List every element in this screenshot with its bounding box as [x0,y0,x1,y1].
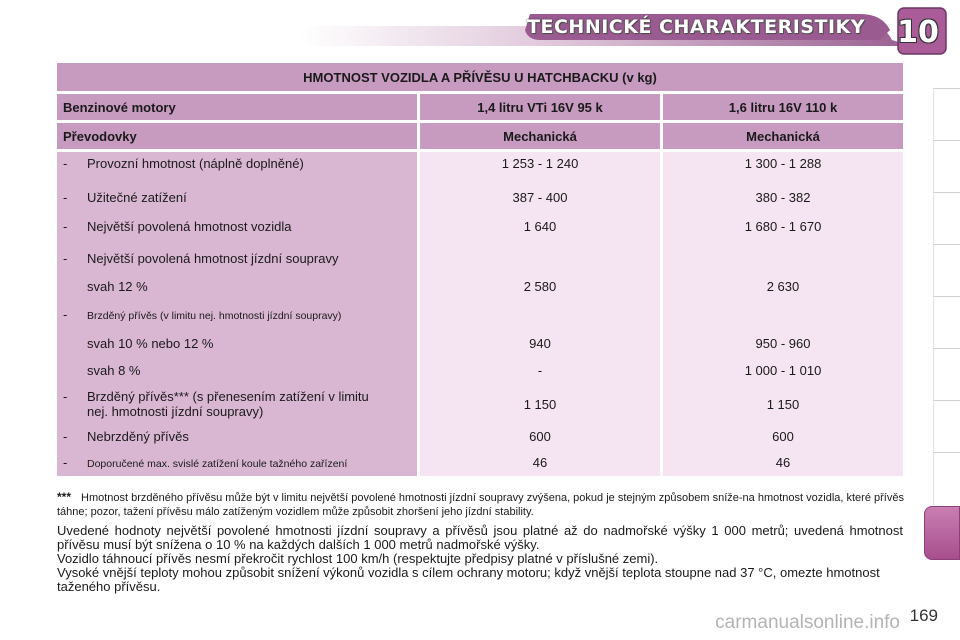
footnote-marker: *** [57,490,72,504]
table-row [57,356,903,384]
row-value-2: 600 [660,424,903,448]
side-tab-strip [930,60,960,580]
row-label: svah 10 % nebo 12 % [87,335,214,351]
row-value-2: 950 - 960 [660,330,903,356]
row-value-1 [417,298,660,330]
row-label: Brzděný přívěs*** (s přenesením zatížení v limitu nej. hmotnosti jízdní soupravy) [87,389,369,419]
side-tab-1[interactable] [933,88,960,141]
gearbox-1-header: Mechanická [417,123,660,152]
row-dash: - [63,428,68,444]
row-value-1: 1 150 [417,384,660,424]
row-dash: - [63,389,68,404]
engine-1-header: 1,4 litru VTi 16V 95 k [417,94,660,123]
row-value-2: 2 630 [660,274,903,298]
table-row [57,330,903,356]
table-row [57,424,903,448]
row-value-1: 2 580 [417,274,660,298]
paragraph-altitude: Uvedené hodnoty největší povolené hmotnosti jízdní soupravy a přívěsů jsou platné až do nadmořské výšky 1 000 metrů; uvedená hmotnost přívěsu musí být snížena o 10 % na každých dalších 1 000 metrů nadmořské výšky. [57,523,903,552]
table-row [57,242,903,274]
row-label: Užitečné zatížení [87,189,187,205]
page-number: 169 [909,606,938,625]
table-row [57,274,903,298]
row-value-1: 940 [417,330,660,356]
side-tab-6[interactable] [933,348,960,401]
row-value-2: 1 000 - 1 010 [660,356,903,384]
row-label: Největší povolená hmotnost jízdní soupravy [87,250,339,266]
row-dash: - [63,454,68,470]
table-row [57,448,903,476]
row-label: Nebrzděný přívěs [87,428,189,444]
row-label: Brzděný přívěs (v limitu nej. hmotnosti jízdní soupravy) [87,309,342,322]
engines-label: Benzinové motory [57,94,417,123]
chapter-title: TECHNICKÉ CHARAKTERISTIKY [527,16,865,38]
row-dash: - [63,218,68,234]
row-label: Provozní hmotnost (náplně doplněné) [87,156,304,171]
paragraph-temperature: Vysoké vnější teploty mohou způsobit snížení výkonů vozidla s cílem ochrany motoru; když vnější teplota stoupne nad 37 °C, omezte hmotnost taženého přívěsu. [57,565,880,594]
row-dash: - [63,156,68,171]
paragraph-speed: Vozidlo táhnoucí přívěs nesmí překročit rychlost 100 km/h (respektujte předpisy platné v příslušné zemi). [57,551,659,566]
row-value-2: 46 [660,448,903,476]
table-title-row [57,63,903,94]
gearbox-2-header: Mechanická [660,123,903,152]
gearbox-label: Převodovky [57,123,417,152]
engine-2-header: 1,6 litru 16V 110 k [660,94,903,123]
table-row [57,184,903,210]
side-tab-5[interactable] [933,296,960,349]
chapter-number-badge: 10 [897,14,939,50]
row-value-2: 380 - 382 [660,184,903,210]
footnote [57,490,907,519]
row-value-2: 1 150 [660,384,903,424]
table-title: HMOTNOST VOZIDLA A PŘÍVĚSU U HATCHBACKU (v kg) [57,63,903,94]
row-label: svah 12 % [87,278,148,294]
row-dash: - [63,189,68,205]
side-tab-3[interactable] [933,192,960,245]
row-value-1: - [417,356,660,384]
row-value-1: 1 253 - 1 240 [417,152,660,184]
gearbox-header-row [57,123,903,152]
row-label: Největší povolená hmotnost vozidla [87,218,292,234]
header-band [0,0,960,60]
row-value-1: 600 [417,424,660,448]
table-row [57,298,903,330]
row-value-1: 46 [417,448,660,476]
table-row [57,152,903,184]
watermark: carmanualsonline.info [715,612,900,633]
row-value-2 [660,242,903,274]
row-value-1: 1 640 [417,210,660,242]
side-tab-8[interactable] [933,452,960,505]
table-row [57,384,903,424]
side-tab-active[interactable] [924,506,960,560]
row-value-2: 1 680 - 1 670 [660,210,903,242]
row-label: Doporučené max. svislé zatížení koule tažného zařízení [87,457,348,470]
table-row [57,210,903,242]
row-value-2: 1 300 - 1 288 [660,152,903,184]
row-value-2 [660,298,903,330]
row-value-1: 387 - 400 [417,184,660,210]
body-paragraphs [57,524,903,594]
row-value-1 [417,242,660,274]
side-tab-7[interactable] [933,400,960,453]
side-tab-2[interactable] [933,140,960,193]
footnote-text: Hmotnost brzděného přívěsu může být v limitu největší povolené hmotnosti jízdní soupravy zvýšena, pokud je stejným způsobem sníže-na hmotnost vozidla, které přívěs táhne; pozor, tažení přívěsu málo zatíženým vozidlem může způsobit zhoršení jeho jízdní stability. [57,492,904,518]
engine-header-row [57,94,903,123]
row-label: svah 8 % [87,362,141,378]
weight-table [57,63,903,476]
side-tab-4[interactable] [933,244,960,297]
row-dash: - [63,306,68,322]
row-dash: - [63,250,68,266]
